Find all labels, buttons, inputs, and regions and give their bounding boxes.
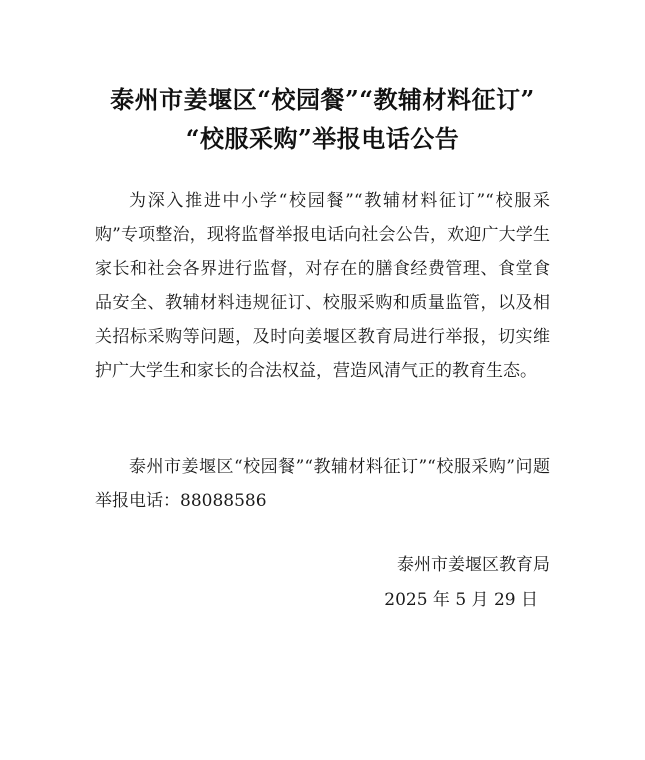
document-title-line-1: 泰州市姜堰区“校园餐”“教辅材料征订” — [110, 85, 535, 114]
document-title-line-2: “校服采购”举报电话公告 — [185, 124, 460, 153]
signature-date: 2025 年 5 月 29 日 — [384, 590, 538, 610]
hotline-paragraph: 泰州市姜堰区“校园餐”“教辅材料征订”“校服采购”问题举报电话：88088586 — [95, 457, 550, 511]
signature-organization: 泰州市姜堰区教育局 — [397, 555, 550, 575]
announcement-paragraph: 为深入推进中小学“校园餐”“教辅材料征订”“校服采购”专项整治，现将监督举报电话向社会公告，欢迎广大学生家长和社会各界进行监督，对存在的膳食经费管理、食堂食品安全、教辅材料违规征订、校服采购和质量监管，以及相关招标采购等问题，及时向姜堰区教育局进行举报，切实维护广大学生和家长的合法权益，营造风清气正的教育生态。 — [95, 191, 550, 381]
